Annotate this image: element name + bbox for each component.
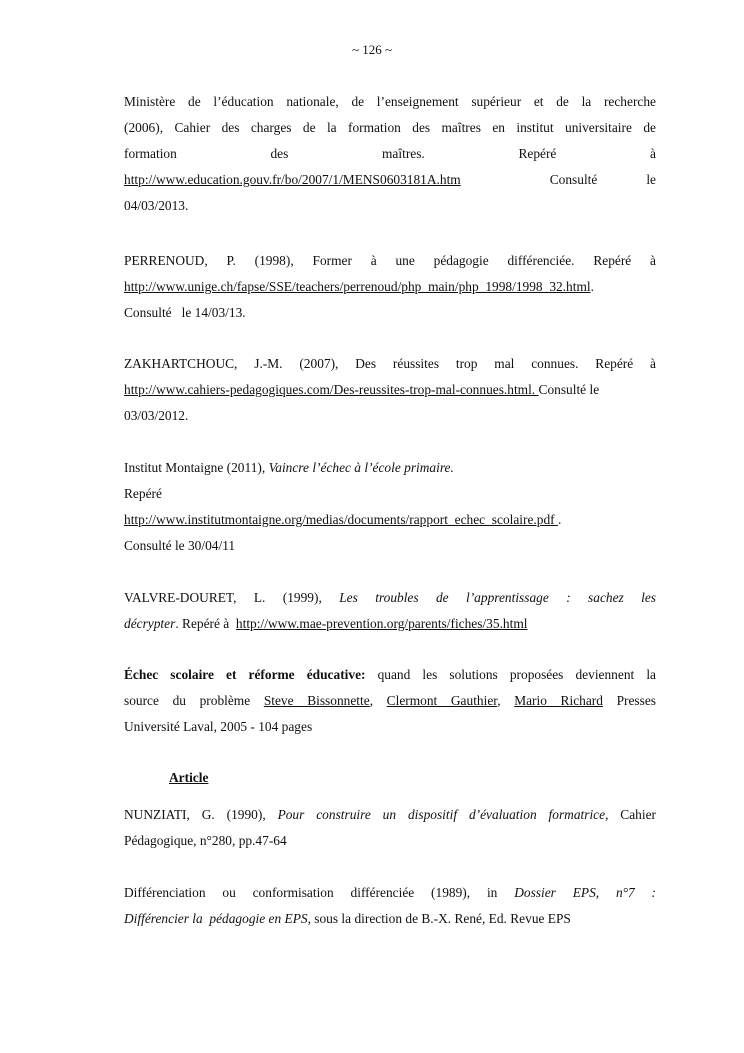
- ref-line: [124, 611, 656, 637]
- ref-title: Différencier la pédagogie en EPS,: [124, 911, 311, 926]
- ref-word: formation: [124, 146, 177, 161]
- ref-line: Repéré: [124, 486, 162, 501]
- ref-text: .: [590, 279, 594, 294]
- ref-link[interactable]: http://www.mae-prevention.org/parents/fiches/35.html: [235, 616, 528, 631]
- ref-line: Pédagogique, n°280, pp.47-64: [124, 833, 287, 848]
- ref-line: [124, 906, 656, 932]
- ref-line: (2006), Cahier des charges de la formation des maîtres en institut universitaire de: [124, 120, 656, 135]
- ref-title: Vaincre l’échec à l’école primaire.: [268, 460, 454, 475]
- article-nunziati: [124, 802, 656, 854]
- ref-line: source du problème Steve Bissonnette, Clermont Gauthier, Mario Richard Presses: [124, 693, 656, 708]
- ref-line: [124, 455, 656, 481]
- ref-text: Différenciation ou conformisation différenciée (1989), in: [124, 885, 515, 900]
- ref-text: source du problème: [124, 693, 264, 708]
- ref-title: Les troubles de l’apprentissage : sachez les: [339, 590, 657, 605]
- reference-institut-montaigne: [124, 455, 656, 559]
- ref-word: Consulté: [549, 172, 598, 187]
- ref-line: Consulté le 14/03/13.: [124, 305, 246, 320]
- ref-line: 03/03/2012.: [124, 408, 189, 423]
- reference-ministere: [124, 89, 656, 219]
- ref-text: NUNZIATI, G. (1990),: [124, 807, 278, 822]
- ref-line: 04/03/2013.: [124, 198, 189, 213]
- ref-line: [124, 377, 656, 403]
- ref-line: [124, 141, 656, 167]
- ref-line: Consulté le 30/04/11: [124, 538, 236, 553]
- ref-line: [124, 802, 656, 828]
- ref-link[interactable]: http://www.institutmontaigne.org/medias/documents/rapport_echec_scolaire.pdf: [124, 512, 558, 527]
- ref-title: décrypter: [124, 616, 176, 631]
- reference-valvre-douret: [124, 585, 656, 637]
- ref-text: . Repéré à: [175, 616, 236, 631]
- ref-line: [124, 880, 656, 906]
- reference-zakhartchouc: [124, 351, 656, 429]
- ref-text: VALVRE-DOURET, L. (1999),: [124, 590, 340, 605]
- ref-line: [124, 585, 656, 611]
- reference-perrenoud: [124, 248, 656, 326]
- page-number: ~ 126 ~: [351, 42, 393, 57]
- ref-line: [124, 274, 656, 300]
- ref-text: Presses: [602, 693, 656, 708]
- ref-text: .: [557, 512, 562, 527]
- ref-word: Repéré: [518, 146, 557, 161]
- ref-text: Consulté le: [538, 382, 600, 397]
- ref-title: Échec scolaire et réforme éducative:: [124, 667, 366, 682]
- ref-line: PERRENOUD, P. (1998), Former à une pédagogie différenciée. Repéré à: [124, 253, 656, 268]
- ref-text: sous la direction de B.-X. René, Ed. Revue EPS: [310, 911, 571, 926]
- ref-line: Ministère de l’éducation nationale, de l’enseignement supérieur et de la recherche: [124, 94, 656, 109]
- author-link[interactable]: Steve Bissonnette: [263, 693, 370, 708]
- ref-line: ZAKHARTCHOUC, J.-M. (2007), Des réussites trop mal connues. Repéré à: [124, 356, 656, 371]
- ref-word: des: [270, 146, 289, 161]
- ref-line: [124, 662, 656, 688]
- ref-word: maîtres.: [382, 146, 425, 161]
- article-differenciation: [124, 880, 656, 932]
- ref-line: [124, 507, 656, 533]
- ref-word: à: [650, 146, 656, 161]
- ref-link[interactable]: http://www.cahiers-pedagogiques.com/Des-reussites-trop-mal-connues.html.: [124, 382, 539, 397]
- author-link[interactable]: Clermont Gauthier: [386, 693, 498, 708]
- ref-text: quand les solutions proposées deviennent la: [365, 667, 656, 682]
- ref-link[interactable]: http://www.unige.ch/fapse/SSE/teachers/perrenoud/php_main/php_1998/1998_32.html: [124, 279, 591, 294]
- author-link[interactable]: Mario Richard: [514, 693, 603, 708]
- ref-word: le: [646, 172, 656, 187]
- ref-line: Université Laval, 2005 - 104 pages: [124, 719, 313, 734]
- ref-line: [124, 167, 656, 193]
- ref-link[interactable]: http://www.education.gouv.fr/bo/2007/1/MENS0603181A.htm: [124, 172, 461, 187]
- reference-echec-scolaire: [124, 662, 656, 740]
- ref-text: , Cahier: [605, 807, 656, 822]
- ref-title: Dossier EPS, n°7 :: [514, 885, 656, 900]
- section-heading-article: Article: [169, 770, 209, 785]
- ref-text: Institut Montaigne (2011),: [124, 460, 269, 475]
- ref-title: Pour construire un dispositif d’évaluation formatrice: [277, 807, 606, 822]
